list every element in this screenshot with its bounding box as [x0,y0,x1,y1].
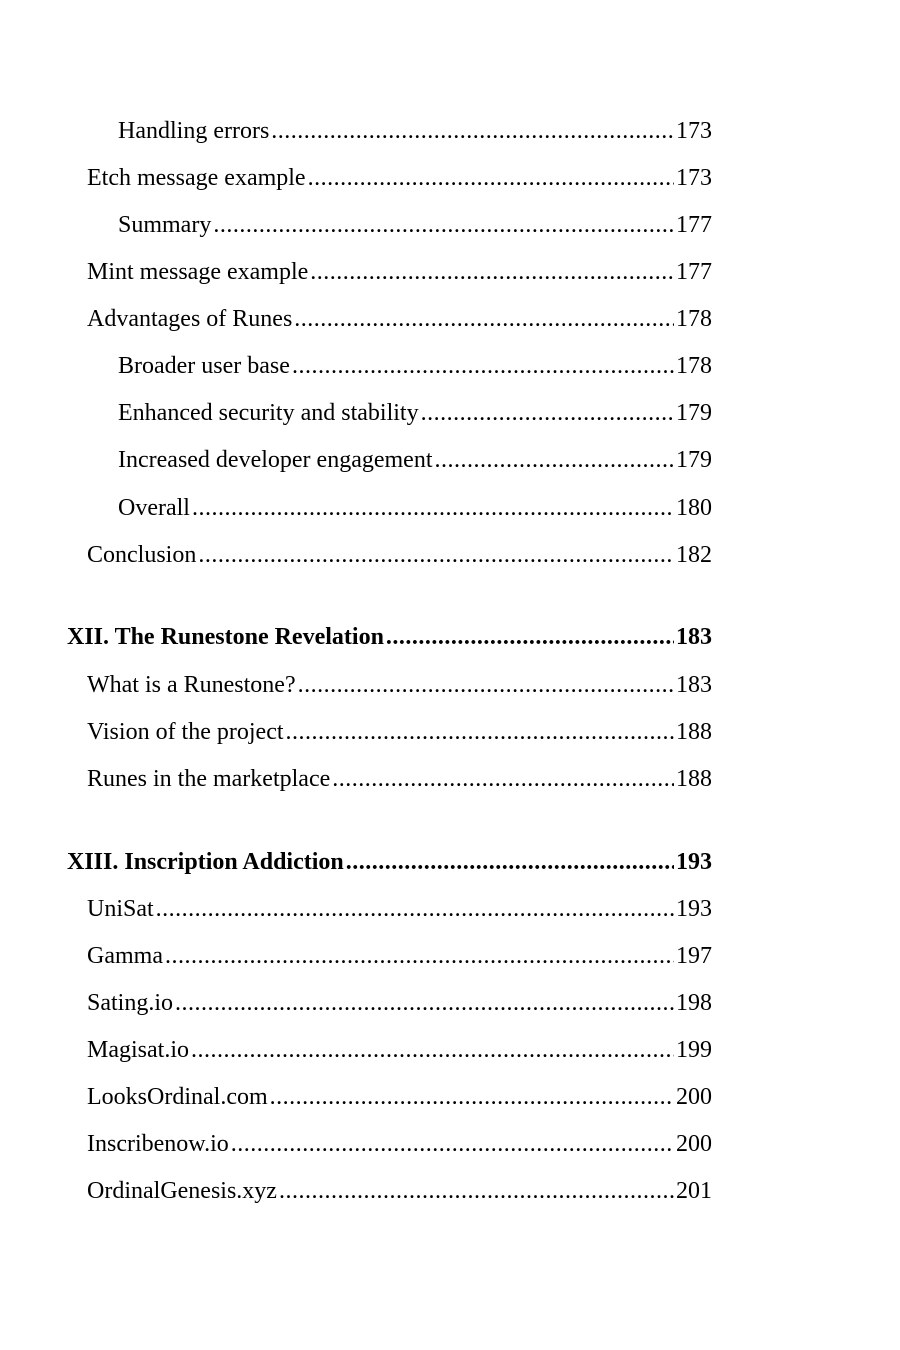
toc-entry-page: 180 [676,495,712,521]
toc-entry-title: What is a Runestone? [87,672,296,698]
toc-chapter-page: 183 [676,624,712,650]
dot-leader [346,847,674,877]
dot-leader [165,941,674,971]
toc-entry[interactable] [87,163,712,193]
toc-entry-title: Etch message example [87,165,306,191]
toc-entry-title: Overall [118,495,190,521]
toc-entry-title: Conclusion [87,542,197,568]
toc-chapter-entry[interactable] [67,847,712,877]
toc-entry-title: Enhanced security and stability [118,400,419,426]
toc-entry-title: Mint message example [87,259,309,285]
toc-entry-title: Runes in the marketplace [87,766,331,792]
dot-leader [231,1129,674,1159]
dot-leader [310,257,674,287]
toc-entry[interactable] [87,764,712,794]
toc-entry-title: Inscribenow.io [87,1131,229,1157]
toc-entry-page: 201 [676,1178,712,1204]
toc-entry[interactable] [118,445,712,475]
toc-entry-title: Gamma [87,943,163,969]
toc-entry-title: Advantages of Runes [87,306,293,332]
toc-entry-title: Increased developer engagement [118,447,433,473]
toc-entry[interactable] [118,116,712,146]
dot-leader [271,116,674,146]
dot-leader [421,398,674,428]
toc-entry-title: Summary [118,212,212,238]
toc-entry-title: LooksOrdinal.com [87,1084,268,1110]
toc-entry-page: 182 [676,542,712,568]
toc-entry[interactable] [87,894,712,924]
toc-entry[interactable] [87,988,712,1018]
toc-entry-page: 177 [676,259,712,285]
toc-entry[interactable] [118,210,712,240]
toc-entry[interactable] [87,670,712,700]
toc-entry-page: 200 [676,1084,712,1110]
toc-entry-page: 177 [676,212,712,238]
dot-leader [156,894,674,924]
dot-leader [292,351,674,381]
toc-entry[interactable] [87,717,712,747]
dot-leader [386,622,674,652]
toc-entry-page: 179 [676,447,712,473]
toc-entry-page: 183 [676,672,712,698]
toc-entry-title: Vision of the project [87,719,284,745]
toc-chapter-title: XII. The Runestone Revelation [67,624,384,650]
toc-entry-page: 197 [676,943,712,969]
toc-entry-page: 199 [676,1037,712,1063]
toc-entry-page: 193 [676,896,712,922]
dot-leader [332,764,674,794]
toc-entry[interactable] [87,304,712,334]
dot-leader [192,493,674,523]
toc-entry-page: 173 [676,118,712,144]
toc-entry-page: 188 [676,766,712,792]
toc-entry-title: Handling errors [118,118,270,144]
toc-entry-title: UniSat [87,896,154,922]
toc-entry-title: OrdinalGenesis.xyz [87,1178,277,1204]
toc-entry[interactable] [118,398,712,428]
dot-leader [213,210,674,240]
toc-entry-page: 198 [676,990,712,1016]
dot-leader [294,304,674,334]
toc-entry-page: 200 [676,1131,712,1157]
toc-chapter-title: XIII. Inscription Addiction [67,849,344,875]
toc-entry[interactable] [87,1129,712,1159]
toc-entry[interactable] [87,1035,712,1065]
dot-leader [175,988,674,1018]
toc-entry-title: Magisat.io [87,1037,189,1063]
toc-entry-title: Broader user base [118,353,290,379]
dot-leader [298,670,674,700]
toc-entry[interactable] [87,257,712,287]
toc-chapter-entry[interactable] [67,622,712,652]
toc-entry[interactable] [118,493,712,523]
dot-leader [279,1176,674,1206]
toc-entry-page: 173 [676,165,712,191]
toc-entry-page: 188 [676,719,712,745]
toc-entry-title: Sating.io [87,990,174,1016]
toc-entry[interactable] [87,1082,712,1112]
dot-leader [308,163,674,193]
toc-entry[interactable] [118,351,712,381]
toc-entry[interactable] [87,1176,712,1206]
toc-chapter-page: 193 [676,849,712,875]
dot-leader [198,540,674,570]
toc-entry-page: 178 [676,353,712,379]
toc-entry[interactable] [87,540,712,570]
dot-leader [270,1082,674,1112]
dot-leader [286,717,674,747]
toc-entry-page: 178 [676,306,712,332]
dot-leader [435,445,675,475]
toc-entry-page: 179 [676,400,712,426]
dot-leader [191,1035,674,1065]
toc-entry[interactable] [87,941,712,971]
